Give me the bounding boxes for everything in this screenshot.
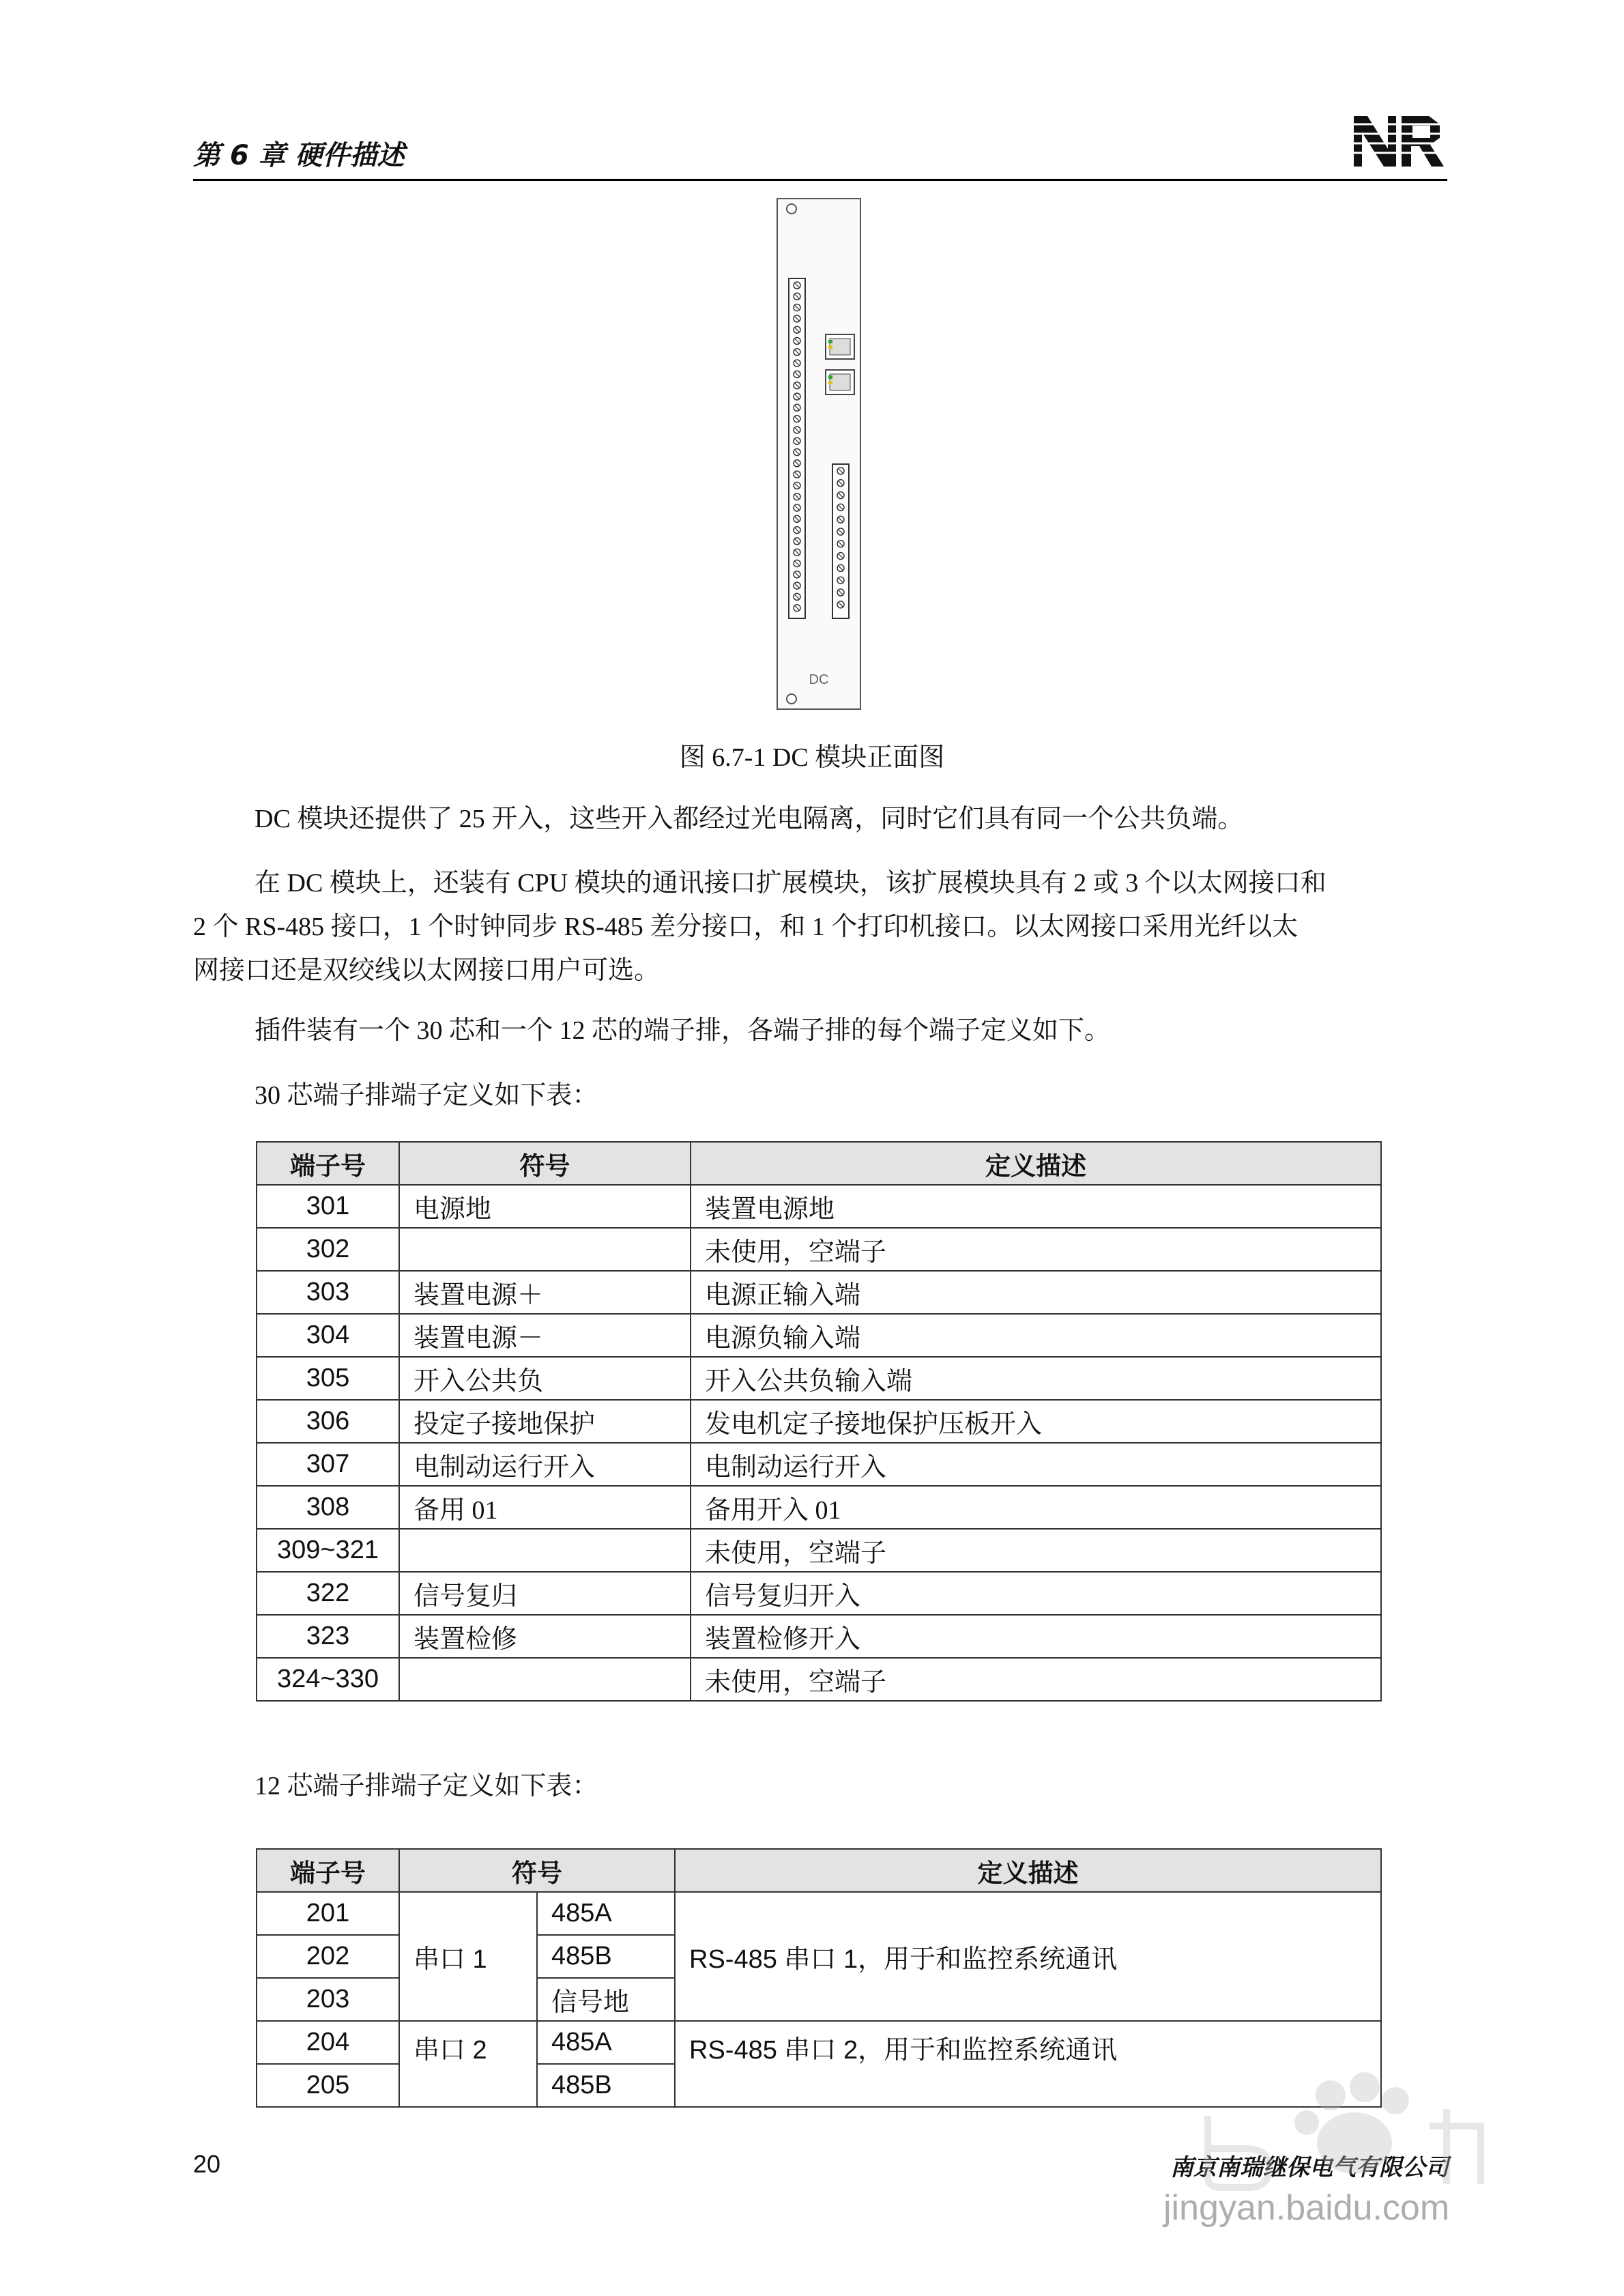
terminal-description: 未使用，空端子 xyxy=(691,1228,1381,1271)
table-row xyxy=(257,1529,1381,1572)
paragraph-terminal-strips: 插件装有一个 30 芯和一个 12 芯的端子排，各端子排的每个端子定义如下。 xyxy=(255,1016,1111,1045)
watermark-url: jingyan.baidu.com xyxy=(1163,2188,1450,2228)
terminal-number: 309~321 xyxy=(257,1529,399,1572)
terminal-symbol-group: 串口 1 xyxy=(399,1892,537,2021)
terminal-symbol: 装置电源＋ xyxy=(399,1271,691,1314)
column-header: 端子号 xyxy=(257,1849,399,1892)
column-header: 符号 xyxy=(399,1142,691,1185)
column-header: 定义描述 xyxy=(675,1849,1381,1892)
terminal-symbol xyxy=(399,1658,691,1701)
terminal-symbol: 备用 01 xyxy=(399,1486,691,1529)
dc-module-front-panel xyxy=(777,198,861,710)
terminal-symbol: 装置电源－ xyxy=(399,1314,691,1357)
terminal-description: 装置检修开入 xyxy=(691,1615,1381,1658)
terminal-description: 电源正输入端 xyxy=(691,1271,1381,1314)
page-number: 20 xyxy=(193,2150,221,2178)
header-rule xyxy=(193,179,1447,181)
terminal-description: 装置电源地 xyxy=(691,1185,1381,1228)
table-row xyxy=(257,1486,1381,1529)
table-row xyxy=(257,2021,1381,2064)
terminal-description: RS-485 串口 1，用于和监控系统通讯 xyxy=(675,1892,1381,2021)
terminal-signal: 485B xyxy=(537,2064,675,2107)
terminal-number: 202 xyxy=(257,1935,399,1978)
paragraph-inputs: DC 模块还提供了 25 开入，这些开入都经过光电隔离，同时它们具有同一个公共负端。 xyxy=(255,805,1244,833)
paragraph-comm-interfaces xyxy=(193,861,1449,992)
table-row xyxy=(257,1400,1381,1443)
terminal-description: RS-485 串口 2，用于和监控系统通讯 xyxy=(675,2021,1381,2107)
terminal-symbol: 电源地 xyxy=(399,1185,691,1228)
terminal-symbol: 开入公共负 xyxy=(399,1357,691,1400)
terminal-symbol: 投定子接地保护 xyxy=(399,1400,691,1443)
terminal-number: 308 xyxy=(257,1486,399,1529)
table-row xyxy=(257,1615,1381,1658)
paragraph-line: 2 个 RS-485 接口，1 个时钟同步 RS-485 差分接口，和 1 个打印机接口。以太网接口采用光纤以太 xyxy=(193,913,1299,941)
column-header: 端子号 xyxy=(257,1142,399,1185)
terminal-description: 信号复归开入 xyxy=(691,1572,1381,1615)
table-row xyxy=(257,1185,1381,1228)
table-row xyxy=(257,1228,1381,1271)
table-row xyxy=(257,1357,1381,1400)
terminal-table-30 xyxy=(256,1141,1382,1702)
company-name: 南京南瑞继保电气有限公司 xyxy=(1170,2154,1449,2181)
figure-caption: 图 6.7-1 DC 模块正面图 xyxy=(679,743,945,772)
terminal-number: 324~330 xyxy=(257,1658,399,1701)
table12-intro: 12 芯端子排端子定义如下表： xyxy=(255,1772,598,1800)
chapter-title: 第 6 章 硬件描述 xyxy=(193,140,405,171)
terminal-description: 电制动运行开入 xyxy=(691,1443,1381,1486)
terminal-number: 201 xyxy=(257,1892,399,1935)
table-row xyxy=(257,1271,1381,1314)
paragraph-line: 在 DC 模块上，还装有 CPU 模块的通讯接口扩展模块，该扩展模块具有 2 或 3 个以太网接口和 xyxy=(255,869,1326,898)
module-label: DC xyxy=(809,672,829,687)
table-row xyxy=(257,1892,1381,1935)
baidu-watermark-icon xyxy=(1160,2068,1542,2273)
table-row xyxy=(257,1658,1381,1701)
terminal-description: 未使用，空端子 xyxy=(691,1529,1381,1572)
terminal-symbol xyxy=(399,1529,691,1572)
terminal-symbol-group: 串口 2 xyxy=(399,2021,537,2107)
table-header-row xyxy=(257,1849,1381,1892)
table-row xyxy=(257,1572,1381,1615)
terminal-number: 205 xyxy=(257,2064,399,2107)
terminal-symbol: 信号复归 xyxy=(399,1572,691,1615)
terminal-description: 开入公共负输入端 xyxy=(691,1357,1381,1400)
terminal-number: 322 xyxy=(257,1572,399,1615)
terminal-number: 203 xyxy=(257,1978,399,2021)
terminal-number: 323 xyxy=(257,1615,399,1658)
terminal-description: 发电机定子接地保护压板开入 xyxy=(691,1400,1381,1443)
terminal-description: 备用开入 01 xyxy=(691,1486,1381,1529)
table30-intro: 30 芯端子排端子定义如下表： xyxy=(255,1081,598,1110)
terminal-symbol: 电制动运行开入 xyxy=(399,1443,691,1486)
terminal-number: 204 xyxy=(257,2021,399,2064)
terminal-signal: 信号地 xyxy=(537,1978,675,2021)
terminal-signal: 485A xyxy=(537,2021,675,2064)
table-row xyxy=(257,1314,1381,1357)
terminal-number: 304 xyxy=(257,1314,399,1357)
terminal-signal: 485B xyxy=(537,1935,675,1978)
column-header: 定义描述 xyxy=(691,1142,1381,1185)
terminal-symbol xyxy=(399,1228,691,1271)
nr-logo-icon xyxy=(1352,109,1447,168)
terminal-description: 电源负输入端 xyxy=(691,1314,1381,1357)
terminal-number: 303 xyxy=(257,1271,399,1314)
terminal-symbol: 装置检修 xyxy=(399,1615,691,1658)
column-header: 符号 xyxy=(399,1849,675,1892)
terminal-description: 未使用，空端子 xyxy=(691,1658,1381,1701)
terminal-number: 307 xyxy=(257,1443,399,1486)
terminal-number: 301 xyxy=(257,1185,399,1228)
terminal-number: 306 xyxy=(257,1400,399,1443)
terminal-signal: 485A xyxy=(537,1892,675,1935)
table-header-row xyxy=(257,1142,1381,1185)
table-row xyxy=(257,1443,1381,1486)
terminal-number: 302 xyxy=(257,1228,399,1271)
paragraph-line: 网接口还是双绞线以太网接口用户可选。 xyxy=(193,956,661,985)
terminal-number: 305 xyxy=(257,1357,399,1400)
